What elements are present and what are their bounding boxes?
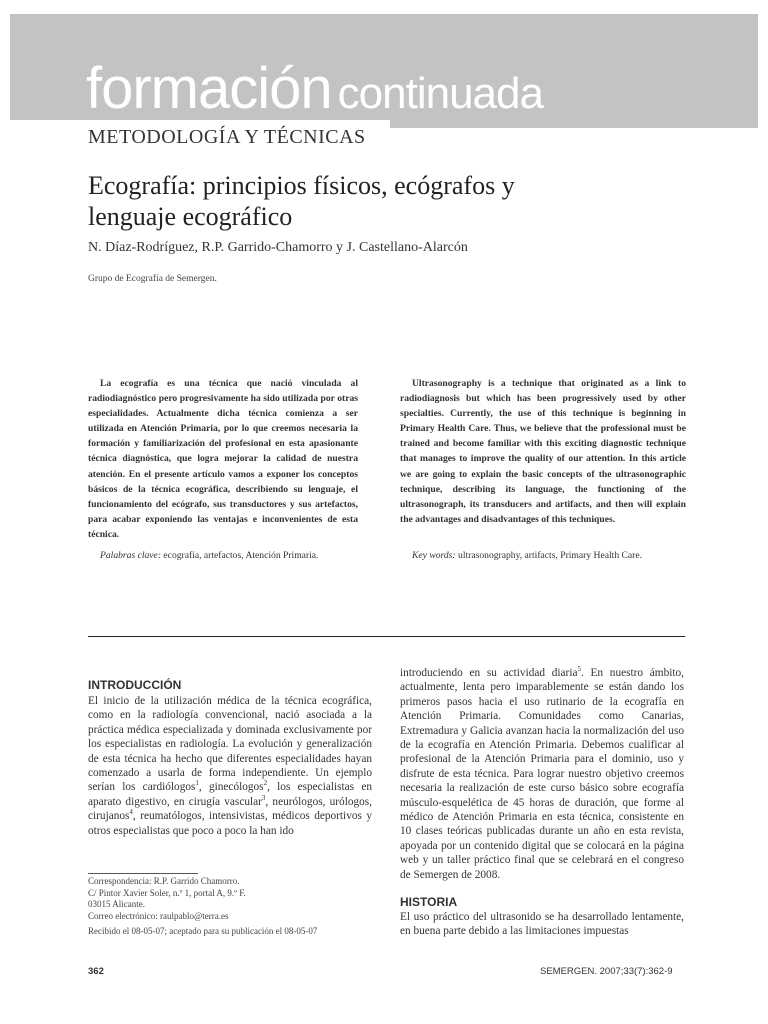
section-brand xyxy=(86,56,543,121)
keywords-spanish xyxy=(100,550,318,561)
section-divider xyxy=(88,636,685,637)
keywords-spanish-label: Palabras clave: xyxy=(100,550,162,561)
citation-3: 3 xyxy=(261,794,266,803)
abstract-spanish-text: La ecografía es una técnica que nació vinculada al radiodiagnóstico pero progresivamente ha sido utilizada por otras especialidades. Actualmente dicha técnica comienza a ser utilizada en Atención Primaria, por lo que creemos necesaria la formación y familiarización del profesional en esta apasionante técnica diagnóstica, que logra mejorar la calidad de nuestra atención. En el presente artículo vamos a exponer los conceptos básicos de la técnica ecográfica, describiendo su lenguaje, el funcionamiento del ecógrafo, sus transductores y sus artefactos, para acabar exponiendo las ventajas e inconvenientes de esta técnica. xyxy=(88,378,358,540)
header-banner-strip xyxy=(390,120,758,128)
correspondence-divider xyxy=(88,873,198,874)
article-title-line2: lenguaje ecográfico xyxy=(88,202,293,231)
page-number: 362 xyxy=(88,966,104,977)
body-column-right xyxy=(400,666,684,882)
keywords-english-list: ultrasonography, artifacts, Primary Health Care. xyxy=(458,550,643,561)
abstract-spanish xyxy=(88,376,358,542)
keywords-spanish-list: ecografía, artefactos, Atención Primaria. xyxy=(163,550,319,561)
section-title: METODOLOGÍA Y TÉCNICAS xyxy=(88,126,366,148)
body-column-left xyxy=(88,694,372,838)
journal-reference: SEMERGEN. 2007;33(7):362-9 xyxy=(540,966,673,977)
intro-text-f: introduciendo en su actividad diaria xyxy=(400,667,578,679)
affiliation: Grupo de Ecografía de Semergen. xyxy=(88,274,217,284)
abstract-english-text: Ultrasonography is a technique that originated as a link to radiodiagnosis but which has been progressively used by other specialties. Currently, the use of this technique is beginning in Primary Health Care. Thus, we believe that the professional must be trained and become familiar with this exciting diagnostic technique that manages to improve the quality of our attention. In this article we are going to explain the basic concepts of the ultrasonographic technique, describing its language, the functioning of the ultrasonograph, its transducers and artifacts, and then will explain the advantages and disadvantages of this techniques. xyxy=(400,378,686,525)
brand-word-formacion: formación xyxy=(86,56,332,121)
intro-text-c: , los especialistas en aparato digestivo, en cirugía vascular xyxy=(88,781,372,808)
intro-paragraph-2 xyxy=(400,666,684,882)
intro-text-b: , ginecólogos xyxy=(198,781,264,794)
heading-historia: HISTORIA xyxy=(400,895,458,909)
citation-4: 4 xyxy=(129,808,133,817)
history-column xyxy=(400,910,684,939)
abstract-english xyxy=(400,376,686,527)
intro-text-a: El inicio de la utilización médica de la técnica ecográfica, como en la radiología convencional, nació asociada a la práctica médica especializada y dominada exclusivamente por los especialistas en radiología. La evolución y generalización de esta técnica ha hecho que diferentes especialidades hayan comenzado a usarla de forma independiente. Un ejemplo serían los cardiólogos xyxy=(88,695,372,794)
article-title-line1: Ecografía: principios físicos, ecógrafos y xyxy=(88,171,515,200)
citation-1: 1 xyxy=(195,779,199,788)
citation-5: 5 xyxy=(577,665,581,674)
authors: N. Díaz-Rodríguez, R.P. Garrido-Chamorro y J. Castellano-Alarcón xyxy=(88,240,468,255)
history-paragraph-1: El uso práctico del ultrasonido se ha desarrollado lentamente, en buena parte debido a las limitaciones impuestas xyxy=(400,911,684,938)
keywords-english-label: Key words: xyxy=(412,550,456,561)
correspondence-address: C/ Pintor Xavier Soler, n.º 1, portal A, 9.º F. xyxy=(88,887,246,898)
intro-paragraph-1 xyxy=(88,694,372,838)
intro-text-e: , reumatólogos, intensivistas, médicos deportivos y otros especialistas que poco a poco la han ido xyxy=(88,810,372,837)
keywords-english xyxy=(412,550,642,561)
heading-introduccion: INTRODUCCIÓN xyxy=(88,678,182,692)
intro-text-g: . En nuestro ámbito, actualmente, lenta pero imparablemente se están dando los primeros pasos hacia el uso rutinario de la ecografía en Atención Primaria. Comunidades como Canarias, Extremadura y Galicia avanzan hacia la normalización del uso de la ecografía en Atención Primaria. Debemos cualificar al profesional de la Atención Primaria para el dominio, uso y disfrute de esta técnica. Para lograr nuestro objetivo creemos necesaria la realización de este curso básico sobre ecografía músculo-esquelética de 45 horas de duración, que forme al médico de Atención Primaria en esta técnica, consistente en 10 clases teóricas publicadas durante un año en esta revista, apoyada por un contenido digital que se colocará en la página web y un taller práctico final que se celebrará en el congreso de Semergen de 2008. xyxy=(400,667,684,881)
citation-2: 2 xyxy=(263,779,268,788)
correspondence-name: Correspondencia: R.P. Garrido Chamorro. xyxy=(88,876,240,886)
correspondence-city: 03015 Alicante. xyxy=(88,899,145,909)
intro-text-d: , neurólogos, urólogos, cirujanos xyxy=(88,795,372,823)
received-date: Recibido el 08-05-07; aceptado para su publicación el 08-05-07 xyxy=(88,926,318,936)
correspondence-email: Correo electrónico: raulpablo@terra.es xyxy=(88,910,229,921)
correspondence-block xyxy=(88,876,246,922)
article-title xyxy=(88,170,688,232)
brand-word-continuada: continuada xyxy=(337,69,543,118)
